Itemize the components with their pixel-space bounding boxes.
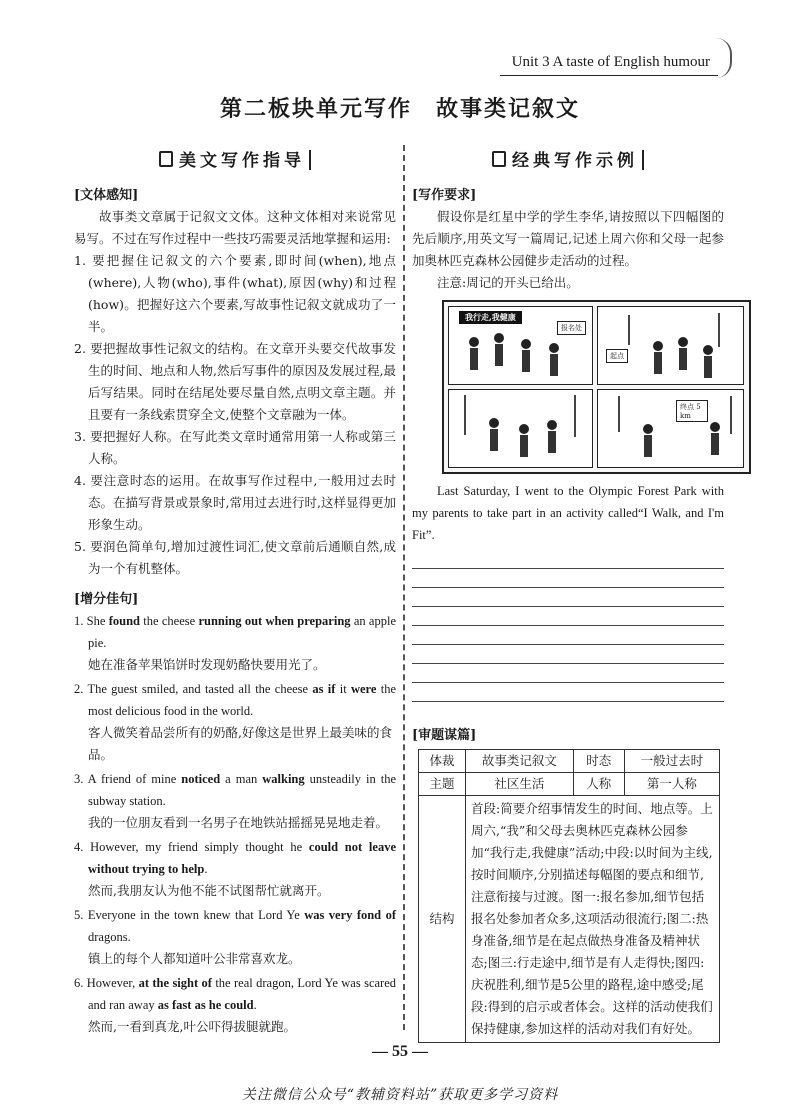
sentence-en: 3. A friend of mine noticed a man walking unsteadily in the subway station. (74, 772, 397, 808)
header-bracket (716, 38, 732, 78)
person-icon (520, 435, 528, 457)
person-icon (495, 344, 503, 366)
table-cell: 体裁 (419, 750, 466, 773)
requirement-note: 注意:周记的开头已给出。 (437, 275, 579, 290)
right-heading-text: 经典写作示例 (512, 151, 638, 171)
person-icon (549, 343, 559, 353)
panel-sign: 报名处 (557, 321, 586, 335)
table-cell: 人称 (573, 773, 624, 796)
left-heading-text: 美文写作指导 (179, 151, 305, 171)
list-item (74, 836, 396, 902)
left-heading (74, 146, 396, 176)
right-column (412, 140, 724, 1043)
sentence-zh: 我的一位朋友看到一名男子在地铁站摇摇晃晃地走着。 (88, 815, 389, 830)
table-cell: 第一人称 (624, 773, 719, 796)
person-icon (470, 348, 478, 370)
person-icon (654, 352, 662, 374)
sentence-en: 1. She found the cheese running out when preparing an apple pie. (74, 614, 396, 650)
sentence-en: 2. The guest smiled, and tasted all the cheese as if it were the most delicious food in the world. (74, 682, 396, 718)
comic-panel-4 (597, 389, 744, 468)
tree-icon (618, 396, 620, 432)
right-heading (412, 146, 724, 176)
list-item: 1. 要把握住记叙文的六个要素,即时间(when),地点(where),人物(who),事件(what),原因(why)和过程(how)。把握好这六个要素,写故事性记叙文就成功了一半。 (74, 253, 396, 334)
person-icon (519, 424, 529, 434)
person-icon (644, 435, 652, 457)
sentence-zh: 她在准备苹果馅饼时发现奶酪快要用光了。 (88, 657, 326, 672)
page-number: — 55 — (372, 1043, 428, 1060)
writing-line[interactable] (412, 550, 724, 569)
plan-table (418, 749, 720, 1043)
left-column (74, 140, 396, 1040)
genre-intro: 故事类文章属于记叙文文体。这种文体相对来说常见易写。不过在写作过程中一些技巧需要灵活地掌握和运用: (74, 209, 396, 246)
person-icon (548, 431, 556, 453)
comic-panel-2 (597, 306, 744, 385)
table-row (419, 750, 720, 773)
person-icon (710, 422, 720, 432)
person-icon (550, 354, 558, 376)
person-icon (678, 337, 688, 347)
writing-line[interactable] (412, 569, 724, 588)
start-text: Last Saturday, I went to the Olympic Forest Park with my parents to take part in an activity called“I Walk, and I'm Fit”. (412, 484, 724, 542)
list-item (74, 972, 396, 1038)
tree-icon (464, 395, 466, 435)
writing-line[interactable] (412, 607, 724, 626)
heading-bar-icon (309, 150, 311, 170)
table-cell: 时态 (573, 750, 624, 773)
person-icon (643, 424, 653, 434)
comic-panel-1 (448, 306, 593, 385)
list-item: 3. 要把握好人称。在写此类文章时通常用第一人称或第三人称。 (74, 429, 396, 466)
column-divider (403, 145, 405, 1030)
footer-note: 关注微信公众号“教辅资料站”获取更多学习资料 (241, 1087, 559, 1103)
writing-line[interactable] (412, 664, 724, 683)
sentence-zh: 然而,我朋友认为他不能不试图帮忙就离开。 (88, 883, 330, 898)
requirement-text: 假设你是红星中学的学生李华,请按照以下四幅图的先后顺序,用英文写一篇周记,记述上周六你和父母一起参加奥林匹克森林公园健步走活动的过程。 (412, 209, 724, 268)
writing-line[interactable] (412, 626, 724, 645)
panel-sign: 终点 5 km (676, 400, 708, 422)
sentence-list (74, 610, 396, 1038)
table-cell: 首段:简要介绍事情发生的时间、地点等。上周六,“我”和父母去奥林匹克森林公园参加“我行走,我健康”活动;中段:以时间为主线,按时间顺序,分别描述每幅图的要点和细节,注意衔接与过渡。图一:报名参加,细节包括报名处参加者众多,这项活动很流行;图二:热身准备,细节是在起点做热身准备及精神状态;图三:行走途中,细节是有人走得快;图四:庆祝胜利,细节是5公里的路程,途中感受;尾段:得到的启示或者体会。这样的活动使我们保持健康,参加这样的活动对我们有好处。 (466, 796, 720, 1043)
list-item: 2. 要把握故事性记叙文的结构。在文章开头要交代故事发生的时间、地点和人物,然后写事件的原因及发展过程,最后写结果。同时在结尾处要尽量自然,点明文章主题。并且要有一条线索贯穿全文,使整个文章融为一体。 (74, 341, 396, 422)
person-icon (494, 333, 504, 343)
tree-icon (574, 395, 576, 437)
writing-line[interactable] (412, 645, 724, 664)
header-unit: Unit 3 A taste of English humour (511, 54, 710, 70)
sentence-zh: 然而,一看到真龙,叶公吓得拔腿就跑。 (88, 1019, 296, 1034)
list-item (74, 610, 396, 676)
page-title: 第二板块单元写作 故事类记叙文 (219, 96, 580, 122)
table-cell: 社区生活 (466, 773, 574, 796)
tree-icon (718, 313, 720, 347)
section-tag-plan: [审题谋篇] (412, 728, 477, 743)
person-icon (469, 337, 479, 347)
list-item: 5. 要润色简单句,增加过渡性词汇,使文章前后通顺自然,成为一个有机整体。 (74, 539, 396, 576)
table-cell: 一般过去时 (624, 750, 719, 773)
header-rule (500, 75, 718, 76)
person-icon (704, 356, 712, 378)
writing-line[interactable] (412, 683, 724, 702)
person-icon (489, 418, 499, 428)
heading-mark-icon (492, 151, 506, 167)
sentence-en: 6. However, at the sight of the real dragon, Lord Ye was scared and ran away as fast as he could. (74, 976, 397, 1012)
person-icon (490, 429, 498, 451)
comic-panel-3 (448, 389, 593, 468)
writing-lines[interactable] (412, 550, 724, 702)
comic-strip (442, 300, 751, 474)
sentence-en: 4. However, my friend simply thought he could not leave without trying to help. (74, 840, 396, 876)
list-item: 4. 要注意时态的运用。在故事写作过程中,一般用过去时态。在描写背景或景象时,常用过去进行时,这样显得更加形象生动。 (74, 473, 396, 532)
tree-icon (628, 315, 630, 345)
list-item (74, 678, 396, 766)
panel-banner: 我行走,我健康 (459, 311, 522, 324)
heading-bar-icon (642, 150, 644, 170)
person-icon (703, 345, 713, 355)
sentence-zh: 客人微笑着品尝所有的奶酪,好像这是世界上最美味的食品。 (88, 725, 392, 762)
person-icon (547, 420, 557, 430)
person-icon (711, 433, 719, 455)
table-row (419, 796, 720, 1043)
sentence-zh: 镇上的每个人都知道叶公非常喜欢龙。 (88, 951, 301, 966)
section-tag-requirement: [写作要求] (412, 188, 477, 203)
table-cell: 结构 (419, 796, 466, 1043)
writing-line[interactable] (412, 588, 724, 607)
table-row (419, 773, 720, 796)
table-cell: 主题 (419, 773, 466, 796)
section-tag-sentences: [增分佳句] (74, 592, 139, 607)
tree-icon (730, 396, 732, 434)
list-item (74, 768, 396, 834)
genre-list (74, 250, 396, 580)
person-icon (653, 341, 663, 351)
list-item (74, 904, 396, 970)
sentence-en: 5. Everyone in the town knew that Lord Ye was very fond of dragons. (74, 908, 396, 944)
panel-sign: 起点 (606, 349, 628, 363)
section-tag-genre: [文体感知] (74, 188, 139, 203)
person-icon (522, 350, 530, 372)
heading-mark-icon (159, 151, 173, 167)
person-icon (521, 339, 531, 349)
person-icon (679, 348, 687, 370)
table-cell: 故事类记叙文 (466, 750, 574, 773)
